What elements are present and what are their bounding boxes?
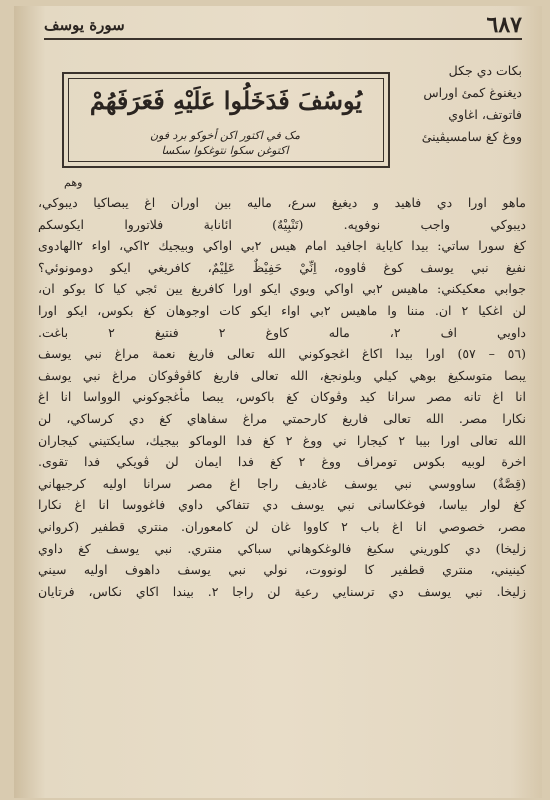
side-line: ديغنوغ كمئ اوراس xyxy=(423,85,522,100)
text-line: كغ لوار بياسا، فوغكاسانى نبي يوسف دي تتفاكي داوي فاغووسا انا اغ نكارا xyxy=(38,497,526,513)
text-line: (قِصَّةٌ) ساووسي نبي يوسف غاديف راجا اغ مصر سرانا اوليه كرجيهاني xyxy=(38,475,526,491)
page-header xyxy=(44,12,522,40)
text-line: زليخا. نبي يوسف دي ترسنايي رعية لن راجا ٢. بيندا اكاي نكاس، فرتايان xyxy=(38,583,526,599)
text-line: زليخا) دي كلوريني سكيغ فالوغكوهاني سباكي منتري. نبي يوسف كغ داوي xyxy=(38,540,526,556)
text-line: كينيني، منتري قطفير كا لونووت، نولي نبي يوسف داهوف اوليه سيني xyxy=(38,562,526,578)
text-line: ماهو اورا دي فاهيد و ديغيغ سرع، ماليه بين اوران اغ يبصاكيا ديبوكي، xyxy=(38,195,526,210)
quran-verse: يُوسُفَ فَدَخَلُوا عَلَيْهِ فَعَرَفَهُمْ xyxy=(89,86,363,115)
verse-translation-line: مک في اکتور اکن أخوکو برد فون xyxy=(150,129,300,142)
text-line: داويي اف ٢، ماله كاوغ ٢ فنتيغ ٢ باغت. xyxy=(38,324,526,340)
side-line: بكات دي جكل xyxy=(448,63,522,78)
side-line: ووغ كغ سامسيڤينئ xyxy=(421,129,522,144)
text-line: جوابي معكيكني: ماهيس ٢بي اواكي ويوي ايكو اورا كافريغ يين ئجي كيا كا بوكو ان، xyxy=(38,281,526,297)
surah-title: سورة يوسف xyxy=(44,16,125,34)
side-line: فاتوتف، اغاوي xyxy=(448,107,522,122)
side-note: وهم xyxy=(64,176,83,189)
verse-box xyxy=(62,72,390,168)
text-line: اخرة لوبيه بكوس تومراف ووغ ٢ كغ فدا ايمان لن ڤويكي فدا تقوى. xyxy=(38,454,526,470)
text-line: يبصا متوسكيغ بوهي كيلي وبلونجغ، الله تعالى فاريغ كاڤوڤوكان مراغ نبي يوسف xyxy=(38,367,526,383)
text-line: (٥٦ – ٥٧) اورا بيدا اكاغ اغجوكوني الله تعالى فاريغ نعمة مراغ نبي يوسف xyxy=(38,346,526,362)
text-line: ديبوكي واجب نوفوپه. (تَنْبِيْهٌ) ائانابة فلاتوروا ايكوسكم xyxy=(38,216,526,232)
book-page xyxy=(14,6,542,798)
verse-translation xyxy=(68,128,382,158)
text-line: لن اغكيا ٢ ان. مننا وا ماهيس ٢بي اواء ايكو كات اوجوهان كغ بكوس، ايكو اورا xyxy=(38,302,526,318)
text-line: نكارا مصر. الله تعالى فاريغ كارحمتي مراغ سفاهاي كغ دي كرساكي، لن xyxy=(38,410,526,426)
text-line: نفيغ نبي يوسف كوغ ڤاووه، اِنِّيْ حَفِيْظٌ عَلِيْمٌ، كافريغي ايكو دومونوئي؟ xyxy=(38,259,526,275)
text-line: انا اغ تانه مصر سرانا كيد وڤوكان كغ باكوس، يبصا مأغجوكوني الوواسا انا اغ xyxy=(38,389,526,405)
verse-translation-line: اکتوغن سکوا نتوغکوا سكسا xyxy=(161,144,289,157)
text-line: الله تعالى اورا بيبا ٢ كيجارا ني ووغ ٢ كغ فدا الوماكو بيجيك، سايكتيني كيجاران xyxy=(38,432,526,448)
body-text xyxy=(38,192,526,602)
text-line: مصر، خصوصي انا اغ باب ٢ كاووا غان لن كامعوران. منتري قطفير (كرواني xyxy=(38,518,526,534)
text-line: كغ سورا ساتي: بيدا كاياية اجافيد امام هيس ٢بي اواكي وبيجيك ٢اكي، اواء ٢الهادوی xyxy=(38,238,526,254)
top-block xyxy=(44,46,522,189)
page-number: ٦٨٧ xyxy=(486,12,522,38)
side-column xyxy=(406,60,522,148)
